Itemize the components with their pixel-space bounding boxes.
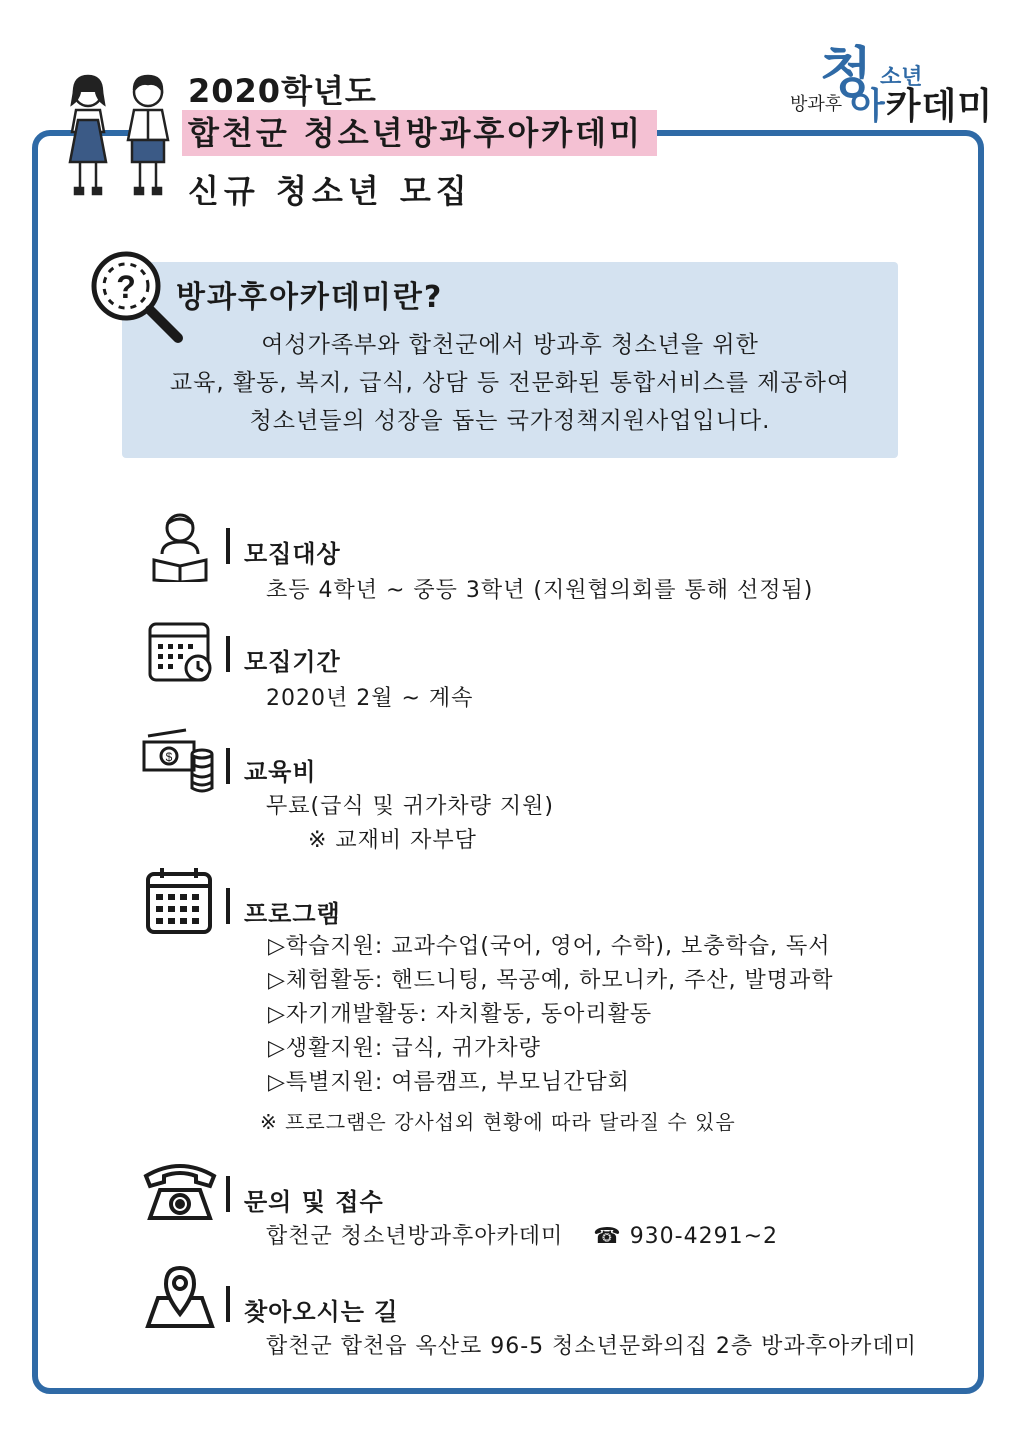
fee-note: ※ 교재비 자부담 [308, 828, 477, 853]
target-title: 모집대상 [244, 540, 341, 568]
program-item: ▷자기개발활동: 자치활동, 동아리활동 [268, 1002, 653, 1027]
contact-name: 합천군 청소년방과후아카데미 [266, 1224, 564, 1249]
section-divider [226, 636, 230, 672]
money-coins-icon [140, 726, 220, 798]
svg-text:?: ? [116, 269, 136, 305]
program-item: ▷특별지원: 여름캠프, 부모님간담회 [268, 1070, 630, 1095]
logo-a: 아 [850, 86, 886, 127]
contact-phone[interactable]: 930-4291~2 [629, 1224, 779, 1249]
fee-body [266, 790, 554, 858]
program-item: ▷체험활동: 핸드니팅, 목공예, 하모니카, 주산, 발명과학 [268, 968, 834, 993]
section-divider [226, 1286, 230, 1322]
section-divider [226, 748, 230, 784]
about-description [122, 326, 898, 440]
calendar-icon [140, 866, 220, 938]
phone-icon: ☎ [593, 1224, 622, 1249]
title-subtitle: 신규 청소년 모집 [188, 172, 472, 210]
about-title: 방과후아카데미란? [176, 280, 444, 315]
map-pin-icon [140, 1262, 220, 1334]
about-line: 여성가족부와 합천군에서 방과후 청소년을 위한 [261, 332, 759, 358]
program-list [268, 930, 834, 1100]
contact-title: 문의 및 접수 [244, 1188, 384, 1216]
fee-main: 무료(급식 및 귀가차량 지원) [266, 794, 554, 819]
logo-chung: 청 [820, 41, 873, 104]
telephone-icon [140, 1156, 220, 1228]
logo-banggwahu: 방과후 [790, 94, 843, 115]
students-illustration [60, 70, 180, 200]
section-divider [226, 528, 230, 564]
period-title: 모집기간 [244, 648, 341, 676]
program-title: 프로그램 [244, 900, 341, 928]
svg-text:$: $ [165, 750, 173, 764]
fee-title: 교육비 [244, 758, 317, 786]
calendar-clock-icon [140, 618, 220, 690]
period-body: 2020년 2월 ~ 계속 [266, 686, 474, 711]
location-title: 찾아오시는 길 [244, 1298, 399, 1326]
section-divider [226, 1176, 230, 1212]
about-line: 청소년들의 성장을 돕는 국가정책지원사업입니다. [249, 408, 771, 434]
location-body: 합천군 합천읍 옥산로 96-5 청소년문화의집 2층 방과후아카데미 [266, 1334, 917, 1359]
logo-academy [850, 78, 993, 129]
academy-logo [790, 30, 1000, 125]
program-item: ▷학습지원: 교과수업(국어, 영어, 수학), 보충학습, 독서 [268, 934, 831, 959]
logo-academy-rest: 카데미 [885, 86, 994, 127]
contact-body [266, 1220, 778, 1254]
page-title: 합천군 청소년방과후아카데미 [182, 110, 657, 156]
program-item: ▷생활지원: 급식, 귀가차량 [268, 1036, 541, 1061]
logo-sonyeon: 소년 [880, 65, 923, 90]
title-year: 2020학년도 [188, 72, 377, 110]
section-divider [226, 888, 230, 924]
program-note: ※ 프로그램은 강사섭외 현황에 따라 달라질 수 있음 [260, 1110, 736, 1134]
target-body: 초등 4학년 ~ 중등 3학년 (지원협의회를 통해 선정됨) [266, 578, 814, 603]
about-line: 교육, 활동, 복지, 급식, 상담 등 전문화된 통합서비스를 제공하여 [169, 370, 851, 396]
student-reading-icon [140, 510, 220, 582]
